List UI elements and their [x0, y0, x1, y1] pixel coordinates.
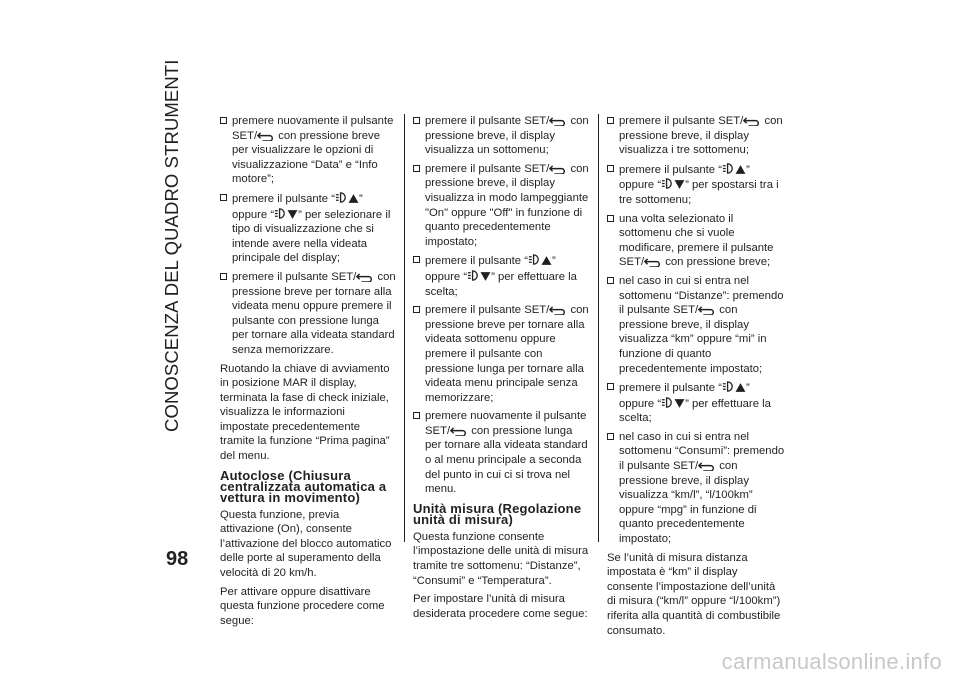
set-return-icon	[450, 427, 468, 436]
arrow-up-icon	[735, 164, 746, 175]
chapter-title-text: CONOSCENZA DEL QUADRO STRUMENTI	[161, 59, 182, 432]
section-heading: Autoclose (Chiusura centralizzata automatica a vettura in movimento)	[220, 467, 387, 505]
paragraph: Questa funzione, previa attivazione (On), consente l’attivazione del blocco automatico delle porte al superamento della velocità di 20 km/h.	[220, 508, 392, 580]
chapter-side-title	[158, 59, 198, 432]
headlight-icon	[722, 162, 735, 175]
list-item: premere nuovamente il pulsante SET/ con pressione lunga per tornare alla videata standard o al menu principale a seconda del punto in cui ci si trova nel menu.	[413, 409, 591, 497]
checkbox-bullet-icon	[607, 277, 614, 284]
arrow-up-icon	[735, 382, 746, 393]
set-return-icon	[356, 273, 374, 282]
set-return-icon	[644, 258, 662, 267]
page-number: 98	[166, 548, 189, 570]
paragraph: Per impostare l’unità di misura desiderata procedere come segue:	[413, 593, 588, 620]
checkbox-bullet-icon	[607, 215, 614, 222]
checkbox-bullet-icon	[220, 273, 227, 280]
headlight-icon	[722, 380, 735, 393]
headlight-icon	[528, 253, 541, 266]
arrow-down-icon	[674, 398, 685, 409]
paragraph: Se l’unità di misura distanza impostata è “km” il display consente l’impostazione dell’unità di misura (“km/l” oppure “l/100km”) riferita alla quantità di combustibile consumato.	[607, 551, 781, 637]
checkbox-bullet-icon	[607, 165, 614, 172]
checkbox-bullet-icon	[413, 412, 420, 419]
headlight-icon	[467, 269, 480, 282]
paragraph: Questa funzione consente l’impostazione delle unità di misura tramite tre sottomenu: “Distanze”, “Consumi” e “Temperatura”.	[413, 530, 589, 587]
list-item: premere il pulsante SET/ con pressione breve, il display visualizza i tre sottomenu;	[607, 114, 785, 158]
list-item: nel caso in cui si entra nel sottomenu “Consumi”: premendo il pulsante SET/ con pressione breve, il display visualizza “km/l”, “l/100km” oppure “mpg” in funzione di quanto precedentemente impostato;	[607, 430, 785, 547]
list-item: premere nuovamente il pulsante SET/ con pressione breve per visualizzare le opzioni di visualizzazione “Data” e “Info motore”;	[220, 114, 396, 187]
set-return-icon	[257, 132, 275, 141]
column-divider	[598, 114, 599, 542]
list-item: una volta selezionato il sottomenu che si vuole modificare, premere il pulsante SET/ con pressione breve;	[607, 212, 785, 270]
checkbox-bullet-icon	[413, 256, 420, 263]
arrow-up-icon	[541, 255, 552, 266]
arrow-down-icon	[674, 179, 685, 190]
column-2	[413, 114, 591, 625]
column-divider	[404, 114, 405, 542]
checkbox-bullet-icon	[607, 433, 614, 440]
section-heading: Unità misura (Regolazione unità di misura)	[413, 500, 582, 527]
set-return-icon	[549, 306, 567, 315]
list-item: nel caso in cui si entra nel sottomenu “Distanze”: premendo il pulsante SET/ con pressione breve, il display visualizza “km” oppure “mi” in funzione di quanto precedentemente impostato;	[607, 274, 785, 376]
list-item: premere il pulsante SET/ con pressione breve, il display visualizza un sottomenu;	[413, 114, 591, 158]
checkbox-bullet-icon	[413, 117, 420, 124]
checkbox-bullet-icon	[220, 194, 227, 201]
arrow-up-icon	[348, 193, 359, 204]
set-return-icon	[549, 165, 567, 174]
paragraph: Per attivare oppure disattivare questa funzione procedere come segue:	[220, 585, 385, 627]
checkbox-bullet-icon	[220, 117, 227, 124]
list-item: premere il pulsante SET/ con pressione breve, il display visualizza in modo lampeggiante "On" oppure "Off" in funzione di quanto precedentemente impostato;	[413, 162, 591, 250]
headlight-icon	[274, 207, 287, 220]
headlight-icon	[661, 396, 674, 409]
checkbox-bullet-icon	[413, 165, 420, 172]
list-item: premere il pulsante SET/ con pressione breve per tornare alla videata menu oppure premere il pulsante con pressione lunga per tornare alla videata standard senza memorizzare.	[220, 270, 396, 358]
list-item: premere il pulsante “ ” oppure “ ” per spostarsi tra i tre sottomenu;	[607, 162, 785, 208]
set-return-icon	[698, 306, 716, 315]
paragraph: Ruotando la chiave di avviamento in posizione MAR il display, terminata la fase di check iniziale, visualizza le informazioni impostate precedentemente tramite la funzione “Prima pagina” del menu.	[220, 362, 390, 463]
column-3	[607, 114, 785, 642]
arrow-down-icon	[287, 209, 298, 220]
headlight-icon	[661, 177, 674, 190]
arrow-down-icon	[480, 271, 491, 282]
list-item: premere il pulsante “ ” oppure “ ” per selezionare il tipo di visualizzazione che si intende avere nella videata principale del display;	[220, 191, 396, 266]
checkbox-bullet-icon	[413, 306, 420, 313]
list-item: premere il pulsante “ ” oppure “ ” per effettuare la scelta;	[607, 380, 785, 426]
checkbox-bullet-icon	[607, 383, 614, 390]
headlight-icon	[335, 191, 348, 204]
checkbox-bullet-icon	[607, 117, 614, 124]
watermark: carmanualsonline.info	[721, 649, 942, 674]
list-item: premere il pulsante “ ” oppure “ ” per effettuare la scelta;	[413, 253, 591, 299]
list-item: premere il pulsante SET/ con pressione breve per tornare alla videata sottomenu oppure premere il pulsante con pressione lunga per tornare alla videata menu principale senza memorizzare;	[413, 303, 591, 405]
column-1	[220, 114, 396, 632]
set-return-icon	[698, 462, 716, 471]
set-return-icon	[743, 117, 761, 126]
set-return-icon	[549, 117, 567, 126]
